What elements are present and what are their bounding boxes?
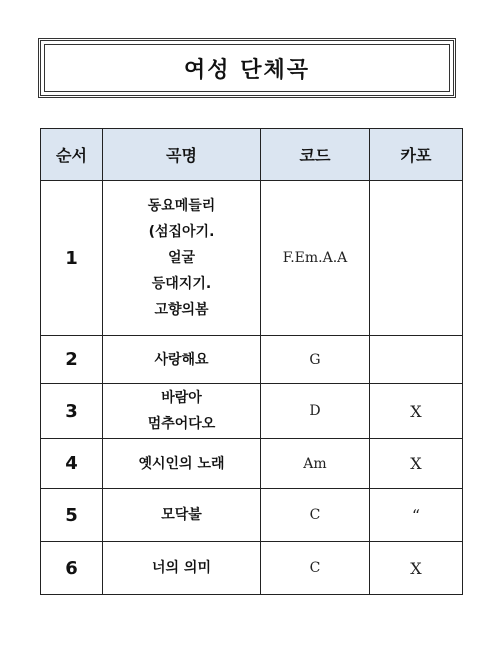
row-name: [103, 181, 261, 336]
row-capo: X: [370, 439, 463, 489]
table-row: [41, 489, 463, 542]
name-line: 고향의봄: [154, 302, 209, 318]
row-name: [103, 336, 261, 384]
row-num: 1: [41, 181, 103, 336]
title-box: [38, 38, 456, 98]
row-code: D: [261, 384, 370, 439]
table-row: [41, 181, 463, 336]
table-header-row: [41, 129, 463, 181]
name-line: 동요메들리: [147, 198, 216, 214]
name-line: 너의 의미: [152, 560, 211, 576]
row-name: [103, 384, 261, 439]
name-line: 바람아: [161, 390, 202, 406]
row-name: [103, 542, 261, 595]
row-num: 5: [41, 489, 103, 542]
song-table: [40, 128, 463, 595]
row-code: C: [261, 542, 370, 595]
name-line: (섬집아기.: [148, 224, 215, 240]
name-line: 등대지기.: [151, 276, 212, 292]
row-num: 6: [41, 542, 103, 595]
row-code: Am: [261, 439, 370, 489]
table-row: [41, 439, 463, 489]
row-num: 3: [41, 384, 103, 439]
name-line: 멈추어다오: [147, 416, 216, 432]
row-code: F.Em.A.A: [261, 181, 370, 336]
row-capo: X: [370, 542, 463, 595]
row-code: C: [261, 489, 370, 542]
table-row: [41, 542, 463, 595]
row-capo: “: [370, 489, 463, 542]
header-name: 곡명: [103, 129, 261, 181]
row-num: 2: [41, 336, 103, 384]
row-capo: [370, 181, 463, 336]
row-name: [103, 489, 261, 542]
page-title: 여성 단체곡: [184, 57, 310, 83]
header-code: 코드: [261, 129, 370, 181]
name-line: 사랑해요: [154, 351, 209, 368]
table-row: [41, 336, 463, 384]
header-capo: 카포: [370, 129, 463, 181]
row-capo: [370, 336, 463, 384]
table-row: [41, 384, 463, 439]
name-line: 모닥불: [161, 507, 202, 523]
row-capo: X: [370, 384, 463, 439]
row-name: [103, 439, 261, 489]
row-code: G: [261, 336, 370, 384]
header-num: 순서: [41, 129, 103, 181]
row-num: 4: [41, 439, 103, 489]
name-line: 옛시인의 노래: [138, 455, 225, 472]
name-line: 얼굴: [167, 250, 196, 266]
